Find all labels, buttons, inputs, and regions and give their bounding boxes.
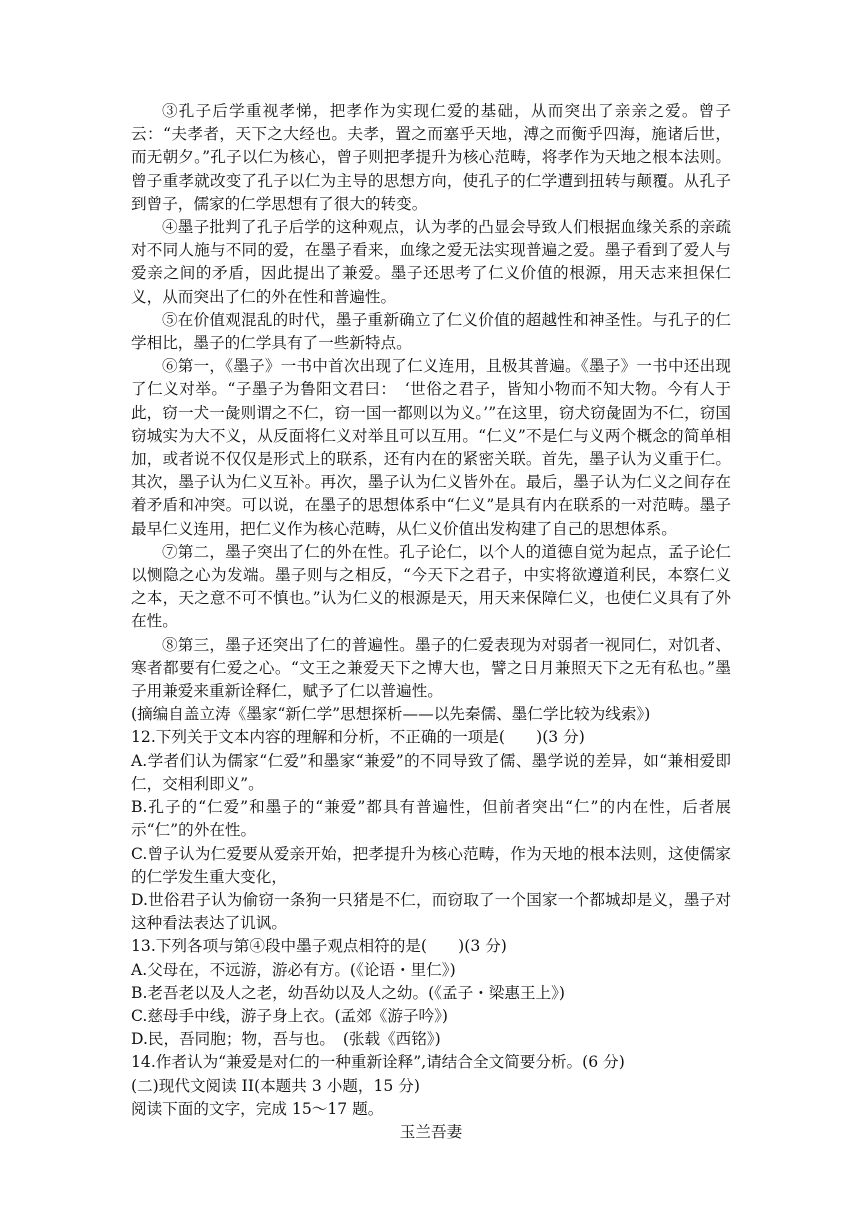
question-13-option-c: C.慈母手中线，游子身上衣。(孟郊《游子吟》)	[131, 1006, 448, 1025]
question-12-option-c: C.曾子认为仁爱要从爱亲开始，把孝提升为核心范畴，作为天地的根本法则，这使儒家的仁学发生重大变化，	[131, 844, 731, 886]
source-citation: (摘编自盖立涛《墨家“新仁学”思想探析——以先秦儒、墨仁学比较为线索》)	[131, 705, 651, 724]
question-12-stem: 12.下列关于文本内容的理解和分析，不正确的一项是( )(3 分)	[131, 728, 585, 747]
paragraph-6: ⑥第一，《墨子》一书中首次出现了仁义连用，且极其普遍。《墨子》一书中还出现了仁义对举。“子墨子为鲁阳文君曰： ‘世俗之君子，皆知小物而不知大物。今有人于此，窃一犬一彘则谓之不仁，窃一国一都则以为义。’”在这里，窃犬窃彘固为不仁，窃国窃城实为大不义，从反面将仁义对举且可以互用。“仁义”不是仁与义两个概念的简单相加，或者说不仅仅是形式上的联系，还有内在的紧密关联。首先，墨子认为义重于仁。其次，墨子认为仁义互补。再次，墨子认为仁义皆外在。最后，墨子认为仁义之间存在着矛盾和冲突。可以说，在墨子的思想体系中“仁义”是具有内在联系的一对范畴。墨子最早仁义连用，把仁义作为核心范畴，从仁义价值出发构建了自己的思想体系。	[131, 357, 731, 538]
question-13-option-a: A.父母在，不远游，游必有方。(《论语・里仁》)	[131, 960, 456, 979]
question-13-stem: 13.下列各项与第④段中墨子观点相符的是( )(3 分)	[131, 937, 507, 956]
question-14: 14.作者认为“兼爱是对仁的一种重新诠释”,请结合全文简要分析。(6 分)	[131, 1053, 625, 1072]
question-13-option-d: D.民，吾同胞；物，吾与也。 (张载《西铭》)	[131, 1030, 441, 1049]
question-13-option-b: B.老吾老以及人之老，幼吾幼以及人之幼。(《孟子・梁惠王上》)	[131, 983, 566, 1002]
reading-instruction: 阅读下面的文字，完成 15～17 题。	[131, 1099, 384, 1118]
paragraph-7: ⑦第二，墨子突出了仁的外在性。孔子论仁，以个人的道德自觉为起点，孟子论仁以恻隐之心为发端。墨子则与之相反，“今天下之君子，中实将欲遵道利民，本察仁义之本，天之意不可不慎也。”认为仁义的根源是天，用天来保障仁义，也使仁义具有了外在性。	[131, 542, 731, 631]
document-page	[131, 100, 731, 1144]
section-heading: (二)现代文阅读 II(本题共 3 小题，15 分)	[131, 1076, 420, 1095]
paragraph-3: ③孔子后学重视孝悌，把孝作为实现仁爱的基础，从而突出了亲亲之爱。曾子云：“夫孝者，天下之大经也。夫孝，置之而塞乎天地，溥之而衡乎四海，施诸后世，而无朝夕。”孔子以仁为核心，曾子则把孝提升为核心范畴，将孝作为天地之根本法则。曾子重孝就改变了孔子以仁为主导的思想方向，使孔子的仁学遭到扭转与颠覆。从孔子到曾子，儒家的仁学思想有了很大的转变。	[131, 102, 731, 213]
question-12-option-a: A.学者们认为儒家“仁爱”和墨家“兼爱”的不同导致了儒、墨学说的差异，如“兼相爱即仁，交相利即义”。	[131, 751, 731, 793]
paragraph-4: ④墨子批判了孔子后学的这种观点，认为孝的凸显会导致人们根据血缘关系的亲疏对不同人施与不同的爱，在墨子看来，血缘之爱无法实现普遍之爱。墨子看到了爱人与爱亲之间的矛盾，因此提出了兼爱。墨子还思考了仁义价值的根源，用天志来担保仁义，从而突出了仁的外在性和普遍性。	[131, 218, 731, 306]
story-title: 玉兰吾妻	[399, 1122, 463, 1141]
paragraph-5: ⑤在价值观混乱的时代，墨子重新确立了仁义价值的超越性和神圣性。与孔子的仁学相比，墨子的仁学具有了一些新特点。	[131, 310, 731, 353]
paragraph-8: ⑧第三，墨子还突出了仁的普遍性。墨子的仁爱表现为对弱者一视同仁，对饥者、寒者都要有仁爱之心。“文王之兼爱天下之博大也，譬之日月兼照天下之无有私也。”墨子用兼爱来重新诠释仁，赋予了仁以普遍性。	[131, 635, 731, 701]
question-12-option-b: B.孔子的“仁爱”和墨子的“兼爱”都具有普遍性，但前者突出“仁”的内在性，后者展示“仁”的外在性。	[131, 798, 731, 840]
question-12-option-d: D.世俗君子认为偷窃一条狗一只猪是不仁，而窃取了一个国家一个都城却是义，墨子对这种看法表达了讥讽。	[131, 890, 731, 933]
